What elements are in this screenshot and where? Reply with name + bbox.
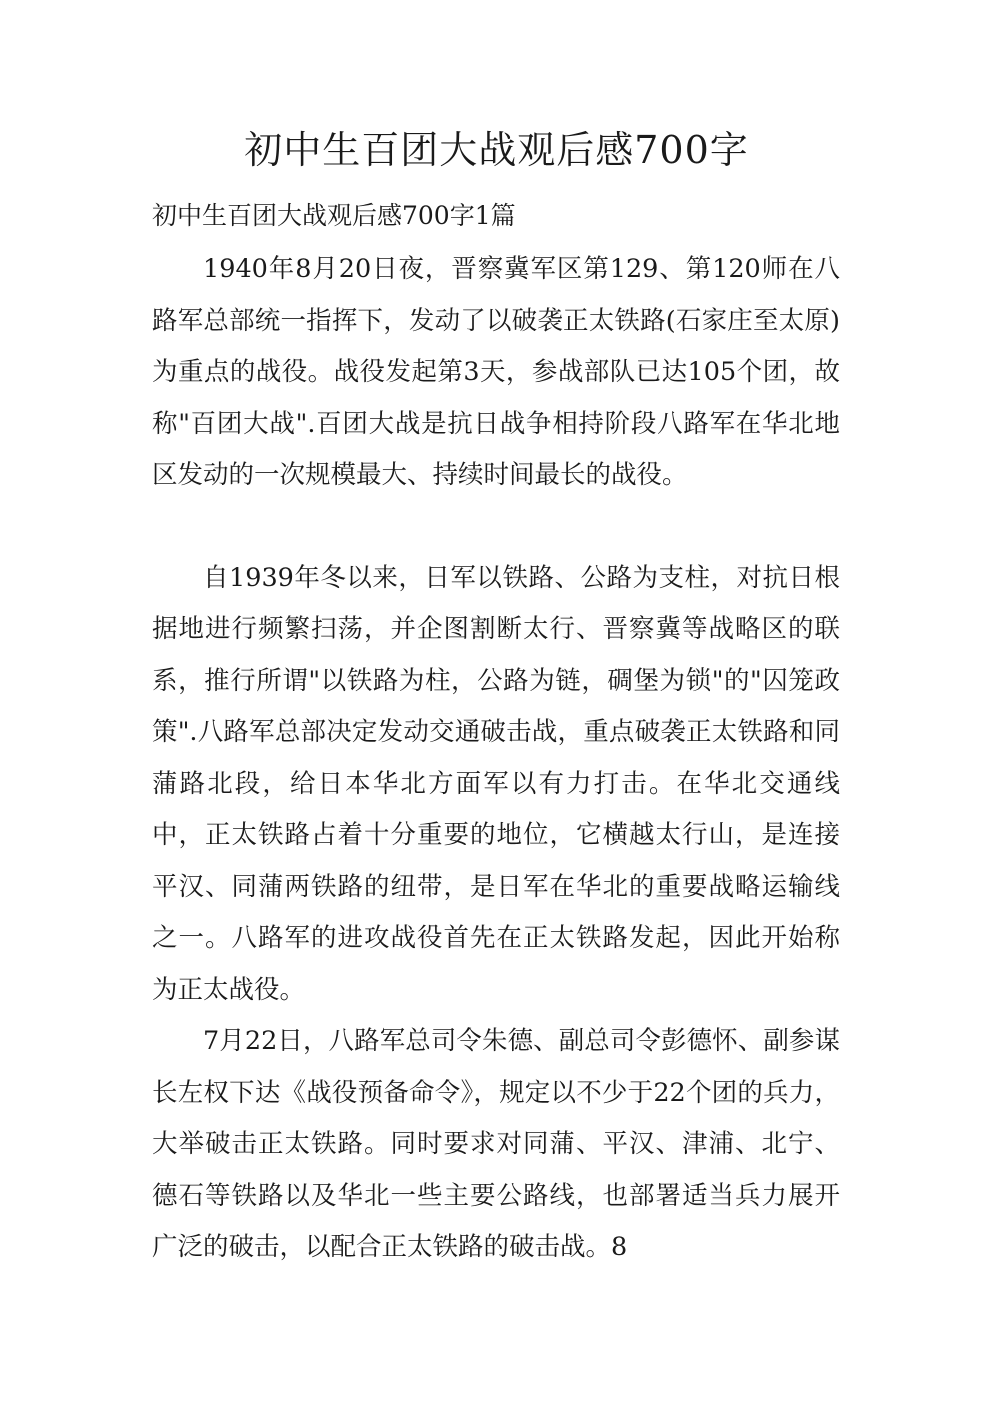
paragraph-3: 7月22日，八路军总司令朱德、副总司令彭德怀、副参谋长左权下达《战役预备命令》，规定以不少于22个团的兵力，大举破击正太铁路。同时要求对同蒲、平汉、津浦、北宁、德石等铁路以及华北一些主要公路线，也部署适当兵力展开广泛的破击，以配合正太铁路的破击战。8	[152, 1026, 840, 1262]
document-body	[152, 244, 840, 1274]
page-title: 初中生百团大战观后感700字	[244, 128, 749, 172]
paragraph-gap	[152, 502, 840, 553]
paragraph-2: 自1939年冬以来，日军以铁路、公路为支柱，对抗日根据地进行频繁扫荡，并企图割断太行、晋察冀等战略区的联系，推行所谓"以铁路为柱，公路为链，碉堡为锁"的"囚笼政策".八路军总部决定发动交通破击战，重点破袭正太铁路和同蒲路北段，给日本华北方面军以有力打击。在华北交通线中，正太铁路占着十分重要的地位，它横越太行山，是连接平汉、同蒲两铁路的纽带，是日军在华北的重要战略运输线之一。八路军的进攻战役首先在正太铁路发起，因此开始称为正太战役。	[152, 562, 840, 1005]
paragraph-1: 1940年8月20日夜，晋察冀军区第129、第120师在八路军总部统一指挥下，发动了以破袭正太铁路(石家庄至太原)为重点的战役。战役发起第3天，参战部队已达105个团，故称"百团大战".百团大战是抗日战争相持阶段八路军在华北地区发动的一次规模最大、持续时间最长的战役。	[152, 254, 840, 490]
section-subtitle: 初中生百团大战观后感700字1篇	[152, 201, 516, 230]
